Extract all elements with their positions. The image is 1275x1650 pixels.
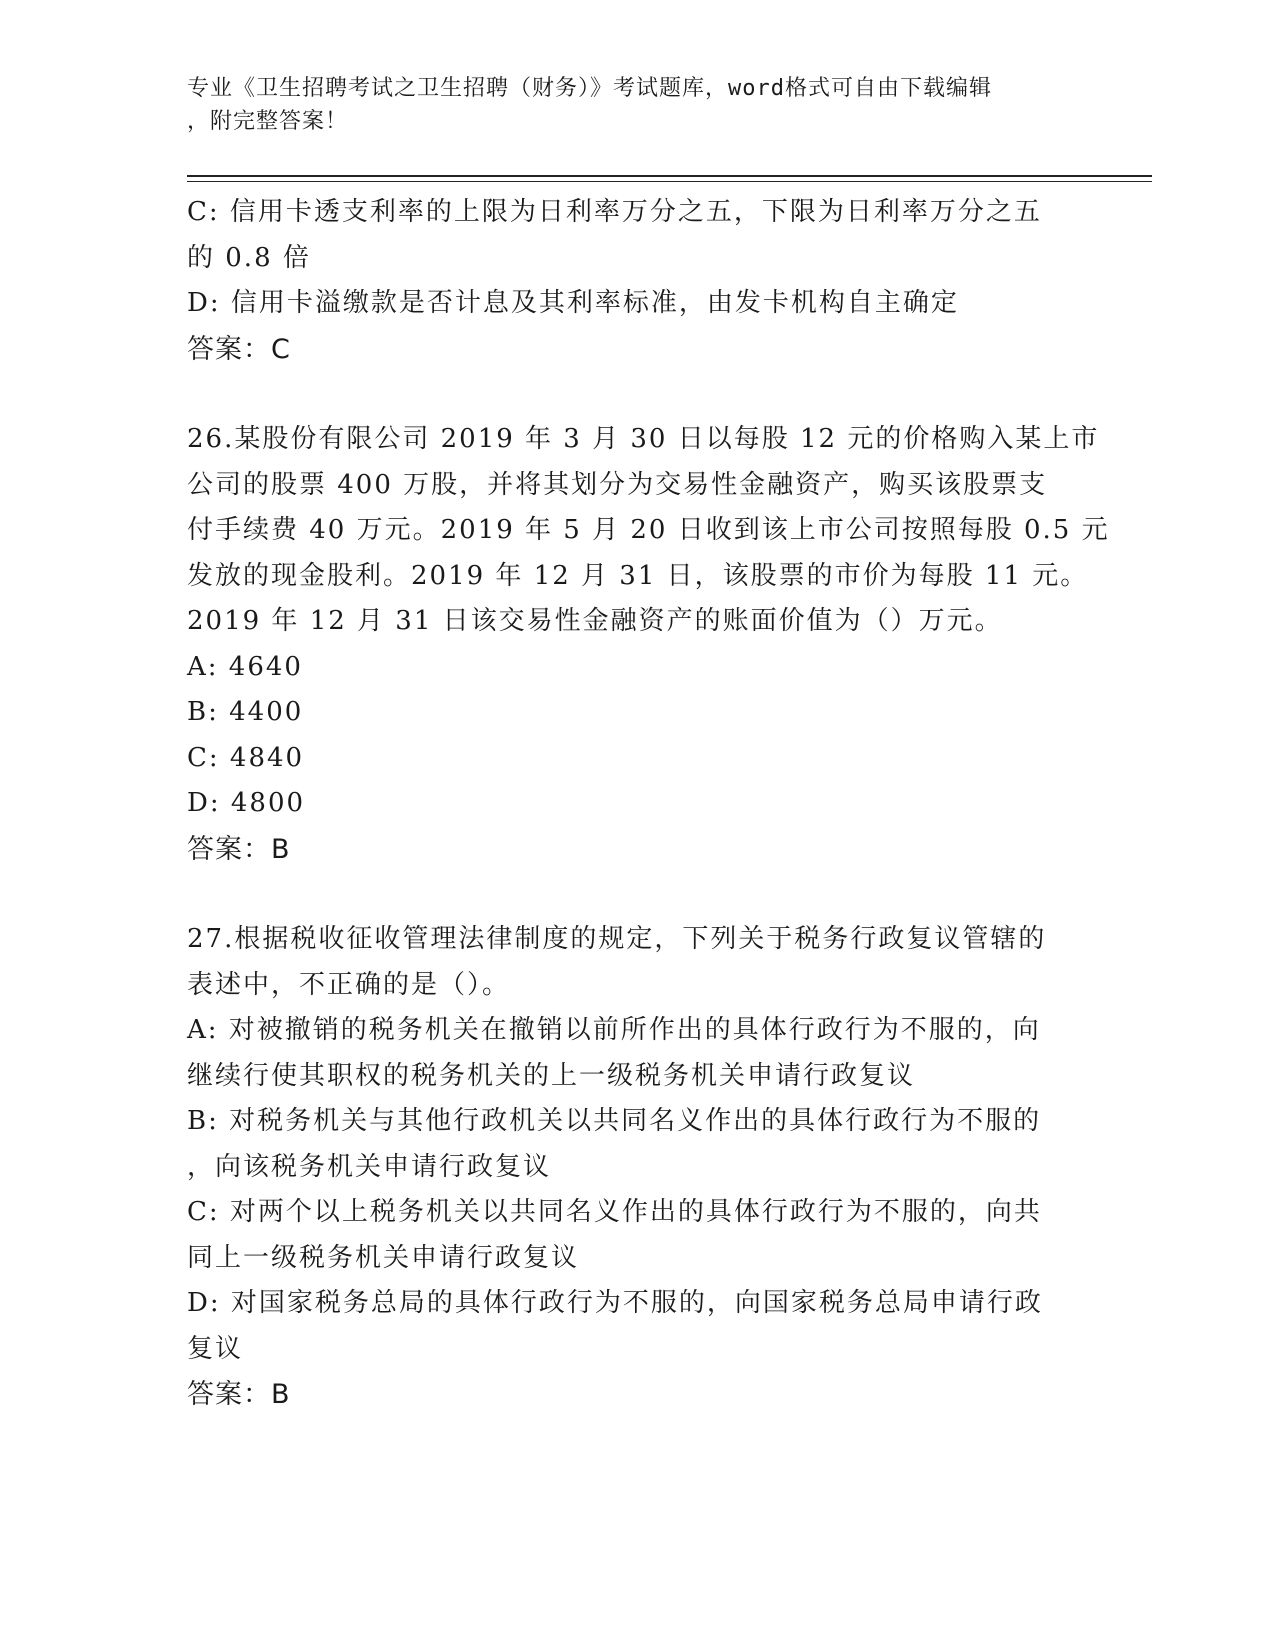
header-word-format: word bbox=[728, 76, 785, 101]
q26-option-b: B: 4400 bbox=[187, 697, 304, 727]
q27-option-line: D: 对国家税务总局的具体行政行为不服的，向国家税务总局申请行政 bbox=[187, 1288, 1043, 1318]
question-25-tail bbox=[187, 190, 1087, 372]
header-divider-thick bbox=[187, 175, 1152, 177]
q26-stem-line: 公司的股票 400 万股，并将其划分为交易性金融资产，购买该股票支 bbox=[187, 469, 1048, 500]
q27-option-line: B: 对税务机关与其他行政机关以共同名义作出的具体行政行为不服的 bbox=[187, 1106, 1042, 1136]
spacer bbox=[187, 372, 1087, 417]
question-27 bbox=[187, 917, 1087, 1418]
header-line-2: ，附完整答案！ bbox=[187, 109, 349, 134]
question-26 bbox=[187, 417, 1110, 872]
q25-answer: 答案：C bbox=[187, 333, 291, 365]
document-header bbox=[187, 72, 1067, 138]
q26-stem-line: 发放的现金股利。2019 年 12 月 31 日，该股票的市价为每股 11 元。 bbox=[187, 560, 1089, 591]
header-title-prefix: 专业《卫生招聘考试之卫生招聘（财务）》考试题库， bbox=[187, 76, 729, 101]
header-line-1 bbox=[187, 72, 1067, 105]
q26-stem-line: 2019 年 12 月 31 日该交易性金融资产的账面价值为（）万元。 bbox=[187, 606, 1003, 636]
q27-stem-line: 表述中，不正确的是（）。 bbox=[187, 969, 511, 1000]
q27-answer: 答案：B bbox=[187, 1379, 291, 1410]
q27-option-line: A: 对被撤销的税务机关在撤销以前所作出的具体行政行为不服的，向 bbox=[187, 1015, 1041, 1045]
q27-option-line: 同上一级税务机关申请行政复议 bbox=[187, 1242, 580, 1273]
q26-stem-line: 付手续费 40 万元。2019 年 5 月 20 日收到该上市公司按照每股 0.5 元 bbox=[187, 515, 1110, 545]
q26-option-d: D: 4800 bbox=[187, 788, 306, 818]
q27-stem-line: 27.根据税收征收管理法律制度的规定，下列关于税务行政复议管辖的 bbox=[187, 924, 1047, 954]
q27-option-line: 复议 bbox=[187, 1333, 244, 1364]
q25-option-c-line-2: 的 0.8 倍 bbox=[187, 242, 311, 273]
q27-option-line: 继续行使其职权的税务机关的上一级税务机关申请行政复议 bbox=[187, 1060, 916, 1091]
q27-option-line: ，向该税务机关申请行政复议 bbox=[187, 1151, 552, 1182]
q27-option-line: C: 对两个以上税务机关以共同名义作出的具体行政行为不服的，向共 bbox=[187, 1197, 1042, 1227]
q26-option-c: C: 4840 bbox=[187, 742, 305, 773]
question-content bbox=[187, 190, 1110, 1418]
q26-answer: 答案：B bbox=[187, 833, 291, 865]
spacer bbox=[187, 872, 1087, 917]
header-divider-thin bbox=[187, 181, 1152, 182]
header-title-suffix: 格式可自由下载编辑 bbox=[785, 76, 993, 101]
q25-option-c-line-1: C: 信用卡透支利率的上限为日利率万分之五，下限为日利率万分之五 bbox=[187, 197, 1042, 227]
q26-option-a: A: 4640 bbox=[187, 651, 303, 682]
q26-stem-line: 26.某股份有限公司 2019 年 3 月 30 日以每股 12 元的价格购入某上市 bbox=[187, 424, 1100, 454]
q25-option-d: D: 信用卡溢缴款是否计息及其利率标准，由发卡机构自主确定 bbox=[187, 288, 959, 318]
